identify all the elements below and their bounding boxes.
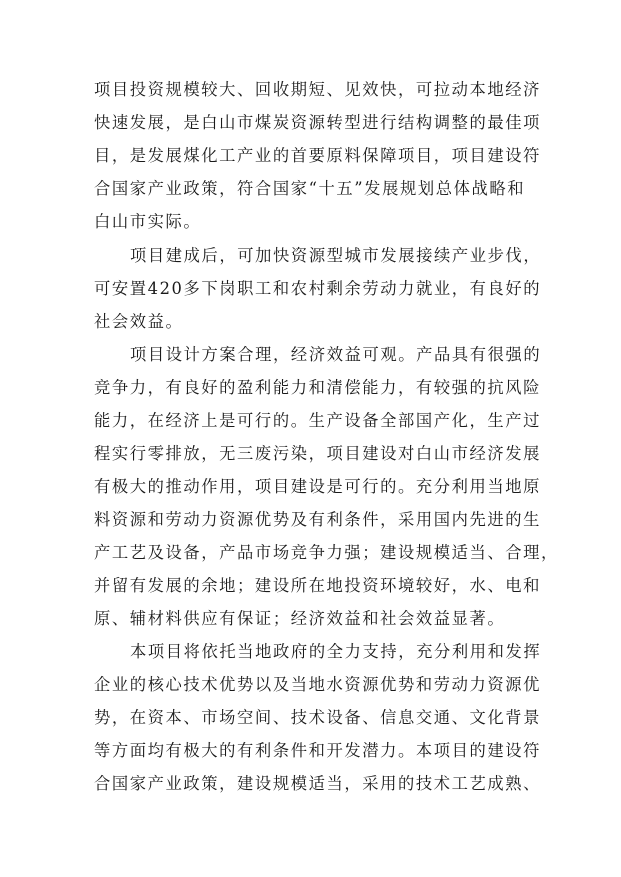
paragraph-1-line-5: 白山市实际。 [94,212,202,231]
paragraph-1-line-2: 快速发展，是白山市煤炭资源转型进行结构调整的最佳项 [94,113,542,132]
paragraph-1-line-3: 目，是发展煤化工产业的首要原料保障项目，项目建设符 [94,146,542,165]
paragraph-4-line-2: 企业的核心技术优势以及当地水资源优势和劳动力资源优 [94,675,542,694]
paragraph-3-line-2: 竞争力，有良好的盈利能力和清偿能力，有较强的抗风险 [94,378,542,397]
paragraph-3-line-4: 程实行零排放，无三废污染，项目建设对白山市经济发展 [94,444,542,463]
paragraph-2-line-2: 可安置420多下岗职工和农村剩余劳动力就业，有良好的 [94,279,542,298]
paragraph-3-line-5: 有极大的推动作用，项目建设是可行的。充分利用当地原 [94,477,542,496]
paragraph-3-line-9: 原、辅材料供应有保证；经济效益和社会效益显著。 [94,609,506,628]
paragraph-1-line-1: 项目投资规模较大、回收期短、见效快，可拉动本地经济 [94,80,542,99]
paragraph-3-line-3: 能力，在经济上是可行的。生产设备全部国产化，生产过 [94,411,542,430]
paragraph-2-line-1: 项目建成后，可加快资源型城市发展接续产业步伐， [130,246,542,265]
paragraph-2-line-3: 社会效益。 [94,312,184,331]
paragraph-3-line-8: 并留有发展的余地；建设所在地投资环境较好，水、电和 [94,576,542,595]
paragraph-3-line-1: 项目设计方案合理，经济效益可观。产品具有很强的 [130,345,542,364]
paragraph-4-line-4: 等方面均有极大的有利条件和开发潜力。本项目的建设符 [94,741,542,760]
paragraph-3-line-7: 产工艺及设备，产品市场竞争力强；建设规模适当、合理， [94,543,559,562]
paragraph-4-line-1: 本项目将依托当地政府的全力支持，充分利用和发挥 [130,642,542,661]
paragraph-1-line-4: 合国家产业政策，符合国家“十五”发展规划总体战略和 [94,179,526,198]
paragraph-4-line-3: 势，在资本、市场空间、技术设备、信息交通、文化背景 [94,708,542,727]
paragraph-3-line-6: 料资源和劳动力资源优势及有利条件，采用国内先进的生 [94,510,542,529]
paragraph-4-line-5: 合国家产业政策，建设规模适当，采用的技术工艺成熟、 [94,774,542,793]
